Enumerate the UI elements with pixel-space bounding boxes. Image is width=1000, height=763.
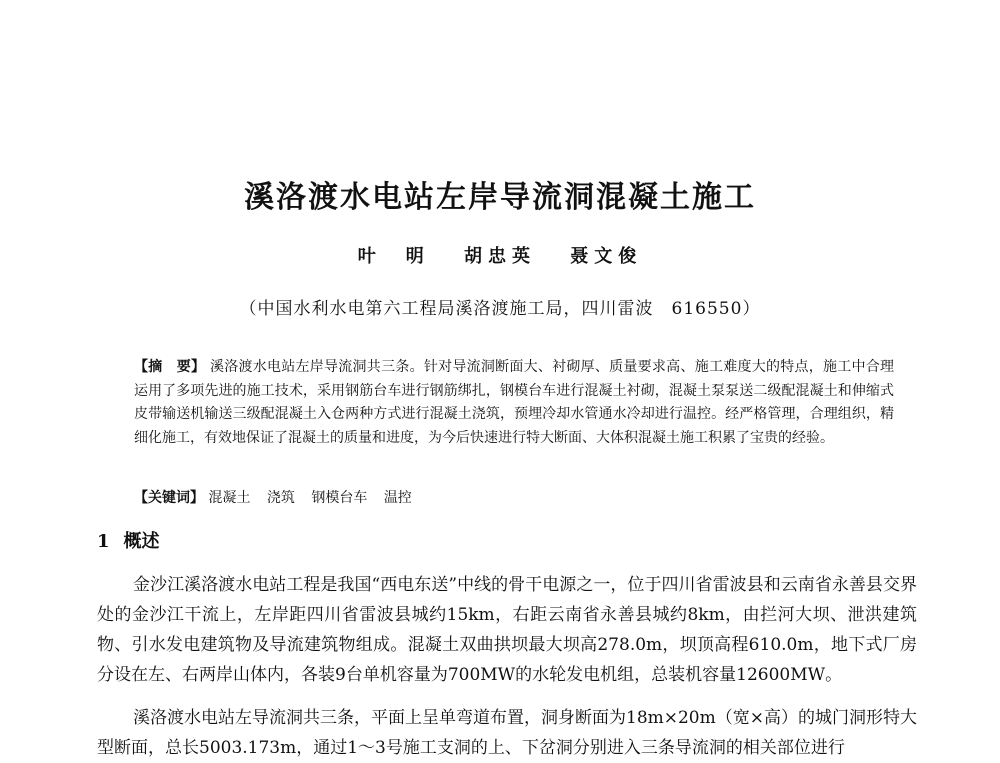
paper-title: 溪洛渡水电站左岸导流洞混凝土施工 bbox=[244, 180, 756, 215]
section-title: 概述 bbox=[123, 531, 160, 552]
keyword: 浇筑 bbox=[266, 490, 295, 506]
section-heading bbox=[97, 527, 160, 553]
keywords bbox=[134, 487, 894, 510]
abstract-label: 【摘 要】 bbox=[134, 359, 206, 375]
section-number: 1 bbox=[97, 531, 110, 552]
body-paragraph: 溪洛渡水电站左导流洞共三条，平面上呈单弯道布置，洞身断面为18m×20m（宽×高）的城门洞形特大型断面，总长5003.173m，通过1～3号施工支洞的上、下岔洞分别进入三条导流洞的相关部位进行 bbox=[97, 708, 917, 758]
keyword: 钢模台车 bbox=[311, 490, 368, 506]
author-list bbox=[0, 242, 1000, 268]
keyword: 混凝土 bbox=[208, 490, 251, 506]
keyword: 温控 bbox=[383, 490, 412, 506]
abstract bbox=[134, 356, 894, 450]
body-paragraph: 金沙江溪洛渡水电站工程是我国“西电东送”中线的骨干电源之一，位于四川省雷波县和云南省永善县交界处的金沙江干流上，左岸距四川省雷波县城约15km，右距云南省永善县城约8km，由拦河大坝、泄洪建筑物、引水发电建筑物及导流建筑物组成。混凝土双曲拱坝最大坝高278.0m，坝顶高程610.0m，地下式厂房分设在左、右两岸山体内，各装9台单机容量为700MW的水轮发电机组，总装机容量12600MW。 bbox=[97, 575, 917, 685]
keywords-label: 【关键词】 bbox=[134, 490, 204, 506]
author-name: 聂文俊 bbox=[570, 246, 643, 267]
abstract-text: 溪洛渡水电站左岸导流洞共三条。针对导流洞断面大、衬砌厚、质量要求高、施工难度大的特点，施工中合理运用了多项先进的施工技术，采用钢筋台车进行钢筋绑扎，钢模台车进行混凝土衬砌，混凝土泵泵送二级配混凝土和伸缩式皮带输送机输送三级配混凝土入仓两种方式进行混凝土浇筑，预埋冷却水管通水冷却进行温控。经严格管理，合理组织，精细化施工，有效地保证了混凝土的质量和进度，为今后快速进行特大断面、大体积混凝土施工积累了宝贵的经验。 bbox=[134, 359, 895, 446]
author-name: 叶 明 bbox=[357, 246, 430, 267]
affiliation: （中国水利水电第六工程局溪洛渡施工局，四川雷波 616550） bbox=[239, 299, 761, 319]
author-name: 胡忠英 bbox=[464, 246, 536, 267]
